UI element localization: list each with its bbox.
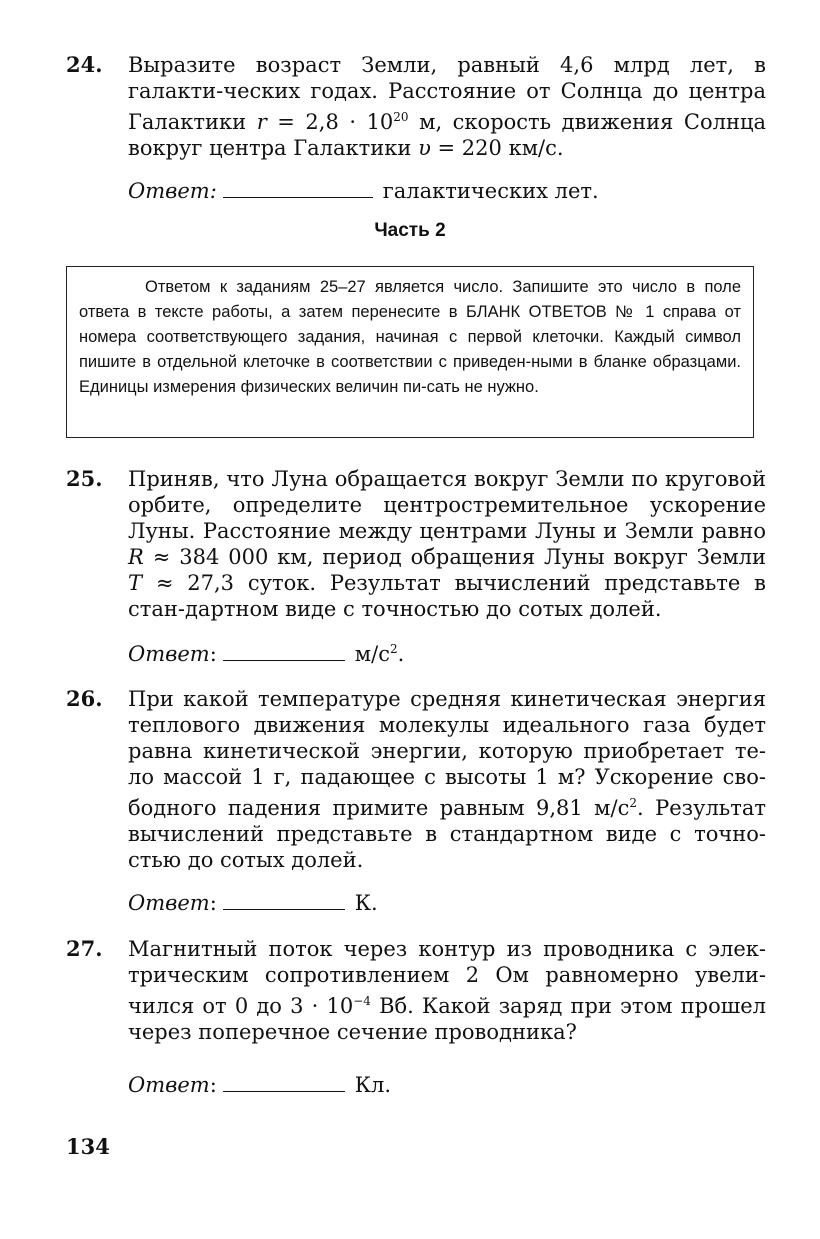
task-number: 24. — [66, 52, 103, 77]
task-number: 27. — [66, 936, 103, 961]
task-text: При какой температуре средняя кинетическая энергия теплового движения молекулы идеального газа будет равна кинетической энергии, которую приобретает те-ло массой 1 г, падающее с высоты 1 м? Ускорение сво-бодного падения примите равным 9,81 $м/с^2$. Результат вычислений представьте в стандартном виде с точно-стью до сотых долей. — [128, 687, 766, 872]
answer-line: Ответ: галактических лет. — [128, 175, 766, 204]
answer-blank[interactable] — [223, 638, 345, 661]
section-title: Часть 2 — [374, 220, 446, 241]
answer-line: Ответ: К. — [128, 887, 766, 916]
task-text: Выразите возраст Земли, равный 4,6 млрд лет, в галакти-ческих годах. Расстояние от Солнца до центра Галактики $r = 2,8 \cdot 10^{20}$ м, скорость движения Солнца вокруг центра Галактики υ = 220 км/с. — [128, 53, 766, 160]
answer-line: Ответ: $м/с^2$. — [128, 636, 766, 667]
page-number: 134 — [66, 1134, 110, 1159]
instruction-box: Ответом к заданиям 25–27 является число. Запишите это число в поле ответа в тексте работы, а затем перенесите в БЛАНК ОТВЕТОВ № 1 справа от номера соответствующего задания, начиная с первой клеточки. Каждый символ пишите в отдельной клеточке в соответствии с приведен-ными в бланке образцами. Единицы измерения физических величин пи-сать не нужно. — [66, 266, 754, 438]
task-26 — [66, 686, 766, 916]
task-number: 26. — [66, 686, 103, 711]
task-24 — [66, 52, 766, 204]
task-27 — [66, 936, 766, 1098]
answer-line: Ответ: Кл. — [128, 1069, 766, 1098]
task-text: Приняв, что Луна обращается вокруг Земли по круговой орбите, определите центростремительное ускорение Луны. Расстояние между центрами Луны и Земли равно R ≈ 384 000 км, период обращения Луны вокруг Земли T ≈ 27,3 суток. Результат вычислений представьте в стан-дартном виде с точностью до сотых долей. — [128, 467, 766, 621]
answer-blank[interactable] — [223, 887, 345, 910]
task-number: 25. — [66, 466, 103, 491]
task-25 — [66, 466, 766, 667]
answer-blank[interactable] — [223, 175, 373, 198]
answer-blank[interactable] — [223, 1069, 345, 1092]
task-text: Магнитный поток через контур из проводника с элек-трическим сопротивлением 2 Ом равномерно увели-чился от 0 до $3 \cdot 10^{-4}$ Вб. Какой заряд при этом прошел через поперечное сечение проводника? — [128, 937, 766, 1044]
